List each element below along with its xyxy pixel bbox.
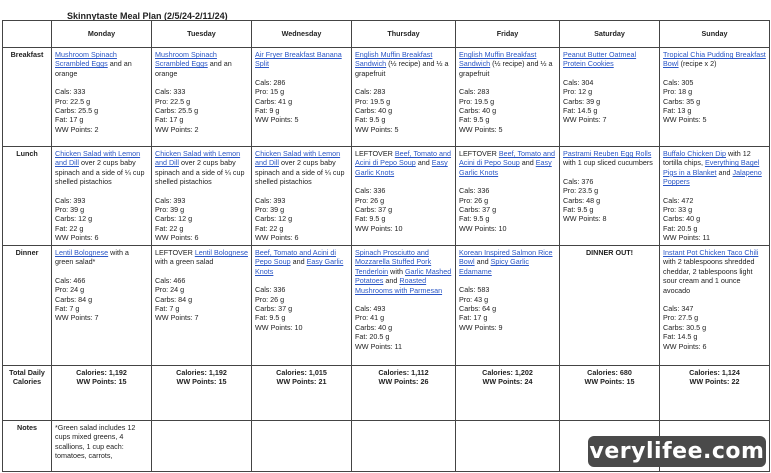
page-title: Skinnytaste Meal Plan (2/5/24-2/11/24) — [67, 11, 228, 21]
recipe-link[interactable]: English Muffin Breakfast Sandwich — [459, 50, 537, 69]
lunch-row — [3, 147, 770, 246]
recipe-link[interactable]: Beef, Tomato and Acini di Pepo Soup — [255, 248, 336, 267]
lunch-cell-tuesday: Chicken Salad with Lemon and Dill over 2 cups baby spinach and a side of ¼ cup shelled pistachios Cals: 393 Pro: 39 g Carbs: 12 g Fat: 22 g WW Points: 6 — [152, 147, 252, 246]
lunch-cell-friday: LEFTOVER Beef, Tomato and Acini di Pepo Soup and Easy Garlic Knots Cals: 336 Pro: 26 g Carbs: 37 g Fat: 9.5 g WW Points: 10 — [456, 147, 560, 246]
total-cell-wednesday: Calories: 1,015 WW Points: 21 — [252, 366, 352, 421]
corner-cell — [3, 21, 52, 48]
dinner-row — [3, 246, 770, 366]
recipe-link[interactable]: Air Fryer Breakfast Banana Split — [255, 50, 342, 69]
day-header: Monday — [52, 21, 152, 48]
day-header: Saturday — [560, 21, 660, 48]
watermark-badge: verylifee.com — [588, 436, 766, 467]
totals-row — [3, 366, 770, 421]
breakfast-cell-tuesday: Mushroom Spinach Scrambled Eggs and an orange Cals: 333 Pro: 22.5 g Carbs: 25.5 g Fat: 17 g WW Points: 2 — [152, 48, 252, 147]
recipe-link[interactable]: Easy Garlic Knots — [255, 257, 344, 276]
day-header: Sunday — [660, 21, 770, 48]
recipe-link[interactable]: Chicken Salad with Lemon and Dill — [55, 149, 141, 168]
recipe-link[interactable]: Spicy Garlic Edamame — [459, 257, 529, 276]
recipe-link[interactable]: Mushroom Spinach Scrambled Eggs — [55, 50, 117, 69]
row-label-totals: Total Daily Calories — [3, 366, 52, 421]
breakfast-cell-friday: English Muffin Breakfast Sandwich (½ recipe) and ½ a grapefruit Cals: 283 Pro: 19.5 g Carbs: 40 g Fat: 9.5 g WW Points: 5 — [456, 48, 560, 147]
recipe-link[interactable]: Spinach Prosciutto and Mozzarella Stuffed Pork Tenderloin — [355, 248, 432, 276]
recipe-link[interactable]: Lentil Bolognese — [194, 248, 248, 257]
recipe-link[interactable]: Peanut Butter Oatmeal Protein Cookies — [563, 50, 637, 69]
recipe-link[interactable]: Everything Bagel Pigs in a Blanket — [663, 158, 760, 177]
breakfast-row — [3, 48, 770, 147]
dinner-cell-monday: Lentil Bolognese with a green salad* Cals: 466 Pro: 24 g Carbs: 84 g Fat: 7 g WW Points: 7 — [52, 246, 152, 366]
recipe-link[interactable]: Chicken Salad with Lemon and Dill — [255, 149, 341, 168]
dinner-cell-wednesday: Beef, Tomato and Acini di Pepo Soup and Easy Garlic Knots Cals: 336 Pro: 26 g Carbs: 37 g Fat: 9.5 g WW Points: 10 — [252, 246, 352, 366]
breakfast-cell-sunday: Tropical Chia Pudding Breakfast Bowl (recipe x 2) Cals: 305 Pro: 18 g Carbs: 35 g Fat: 13 g WW Points: 5 — [660, 48, 770, 147]
lunch-cell-wednesday: Chicken Salad with Lemon and Dill over 2 cups baby spinach and a side of ¼ cup shelled pistachios Cals: 393 Pro: 39 g Carbs: 12 g Fat: 22 g WW Points: 6 — [252, 147, 352, 246]
notes-cell-monday: *Green salad includes 12 cups mixed greens, 4 scallions, 1 cup each: tomatoes, carrots, — [52, 421, 152, 472]
notes-cell-friday — [456, 421, 560, 472]
dinner-cell-friday: Korean Inspired Salmon Rice Bowl and Spicy Garlic Edamame Cals: 583 Pro: 43 g Carbs: 64 g Fat: 17 g WW Points: 9 — [456, 246, 560, 366]
breakfast-cell-wednesday: Air Fryer Breakfast Banana Split Cals: 286 Pro: 15 g Carbs: 41 g Fat: 9 g WW Points: 5 — [252, 48, 352, 147]
recipe-link[interactable]: Beef, Tomato and Acini di Pepo Soup — [355, 149, 452, 168]
recipe-link[interactable]: Pastrami Reuben Egg Rolls — [563, 149, 652, 158]
recipe-link[interactable]: English Muffin Breakfast Sandwich — [355, 50, 433, 69]
recipe-link[interactable]: Lentil Bolognese — [55, 248, 109, 257]
breakfast-cell-monday: Mushroom Spinach Scrambled Eggs and an orange Cals: 333 Pro: 22.5 g Carbs: 25.5 g Fat: 17 g WW Points: 2 — [52, 48, 152, 147]
dinner-cell-tuesday: LEFTOVER Lentil Bolognese with a green salad Cals: 466 Pro: 24 g Carbs: 84 g Fat: 7 g WW Points: 7 — [152, 246, 252, 366]
recipe-link[interactable]: Tropical Chia Pudding Breakfast Bowl — [663, 50, 766, 69]
day-header: Thursday — [352, 21, 456, 48]
dinner-cell-sunday: Instant Pot Chicken Taco Chili with 2 tablespoons shredded cheddar, 2 tablespoons light sour cream and 1 ounce avocado Cals: 347 Pro: 27.5 g Carbs: 30.5 g Fat: 14.5 g WW Points: 6 — [660, 246, 770, 366]
recipe-link[interactable]: Garlic Mashed Potatoes — [355, 266, 452, 286]
recipe-link[interactable]: Korean Inspired Salmon Rice Bowl — [459, 248, 553, 267]
notes-cell-wednesday — [252, 421, 352, 472]
total-cell-friday: Calories: 1,202 WW Points: 24 — [456, 366, 560, 421]
lunch-cell-saturday: Pastrami Reuben Egg Rolls with 1 cup sliced cucumbers Cals: 376 Pro: 23.5 g Carbs: 48 g Fat: 9.5 g WW Points: 8 — [560, 147, 660, 246]
day-header: Friday — [456, 21, 560, 48]
recipe-link[interactable]: Beef, Tomato and Acini di Pepo Soup — [459, 149, 556, 168]
recipe-link[interactable]: Mushroom Spinach Scrambled Eggs — [155, 50, 217, 69]
meal-plan-table — [2, 20, 770, 472]
row-label-notes: Notes — [3, 421, 52, 472]
day-header: Tuesday — [152, 21, 252, 48]
recipe-link[interactable]: Buffalo Chicken Dip — [663, 149, 726, 158]
breakfast-cell-saturday: Peanut Butter Oatmeal Protein Cookies Cals: 304 Pro: 12 g Carbs: 39 g Fat: 14.5 g WW Points: 7 — [560, 48, 660, 147]
total-cell-saturday: Calories: 680 WW Points: 15 — [560, 366, 660, 421]
total-cell-sunday: Calories: 1,124 WW Points: 22 — [660, 366, 770, 421]
day-header: Wednesday — [252, 21, 352, 48]
notes-cell-thursday — [352, 421, 456, 472]
dinner-cell-saturday: DINNER OUT! — [560, 246, 660, 366]
recipe-link[interactable]: Easy Garlic Knots — [459, 158, 552, 177]
row-label-breakfast: Breakfast — [3, 48, 52, 147]
dinner-cell-thursday: Spinach Prosciutto and Mozzarella Stuffed Pork Tenderloin with Garlic Mashed Potatoes and Roasted Mushrooms with Parmesan Cals: 493 Pro: 41 g Carbs: 40 g Fat: 20.5 g WW Points: 11 — [352, 246, 456, 366]
recipe-link[interactable]: Easy Garlic Knots — [355, 158, 448, 177]
total-cell-thursday: Calories: 1,112 WW Points: 26 — [352, 366, 456, 421]
lunch-cell-monday: Chicken Salad with Lemon and Dill over 2 cups baby spinach and a side of ¼ cup shelled pistachios Cals: 393 Pro: 39 g Carbs: 12 g Fat: 22 g WW Points: 6 — [52, 147, 152, 246]
notes-cell-tuesday — [152, 421, 252, 472]
header-row — [3, 21, 770, 48]
recipe-link[interactable]: Roasted Mushrooms with Parmesan — [355, 276, 443, 295]
breakfast-cell-thursday: English Muffin Breakfast Sandwich (½ recipe) and ½ a grapefruit Cals: 283 Pro: 19.5 g Carbs: 40 g Fat: 9.5 g WW Points: 5 — [352, 48, 456, 147]
recipe-link[interactable]: Chicken Salad with Lemon and Dill — [155, 149, 241, 168]
lunch-cell-thursday: LEFTOVER Beef, Tomato and Acini di Pepo Soup and Easy Garlic Knots Cals: 336 Pro: 26 g Carbs: 37 g Fat: 9.5 g WW Points: 10 — [352, 147, 456, 246]
total-cell-monday: Calories: 1,192 WW Points: 15 — [52, 366, 152, 421]
recipe-link[interactable]: Jalapeno Poppers — [663, 167, 762, 187]
lunch-cell-sunday: Buffalo Chicken Dip with 12 tortilla chips, Everything Bagel Pigs in a Blanket and Jalapeno Poppers Cals: 472 Pro: 33 g Carbs: 40 g Fat: 20.5 g WW Points: 11 — [660, 147, 770, 246]
recipe-link[interactable]: Instant Pot Chicken Taco Chili — [663, 248, 759, 257]
row-label-lunch: Lunch — [3, 147, 52, 246]
row-label-dinner: Dinner — [3, 246, 52, 366]
total-cell-tuesday: Calories: 1,192 WW Points: 15 — [152, 366, 252, 421]
